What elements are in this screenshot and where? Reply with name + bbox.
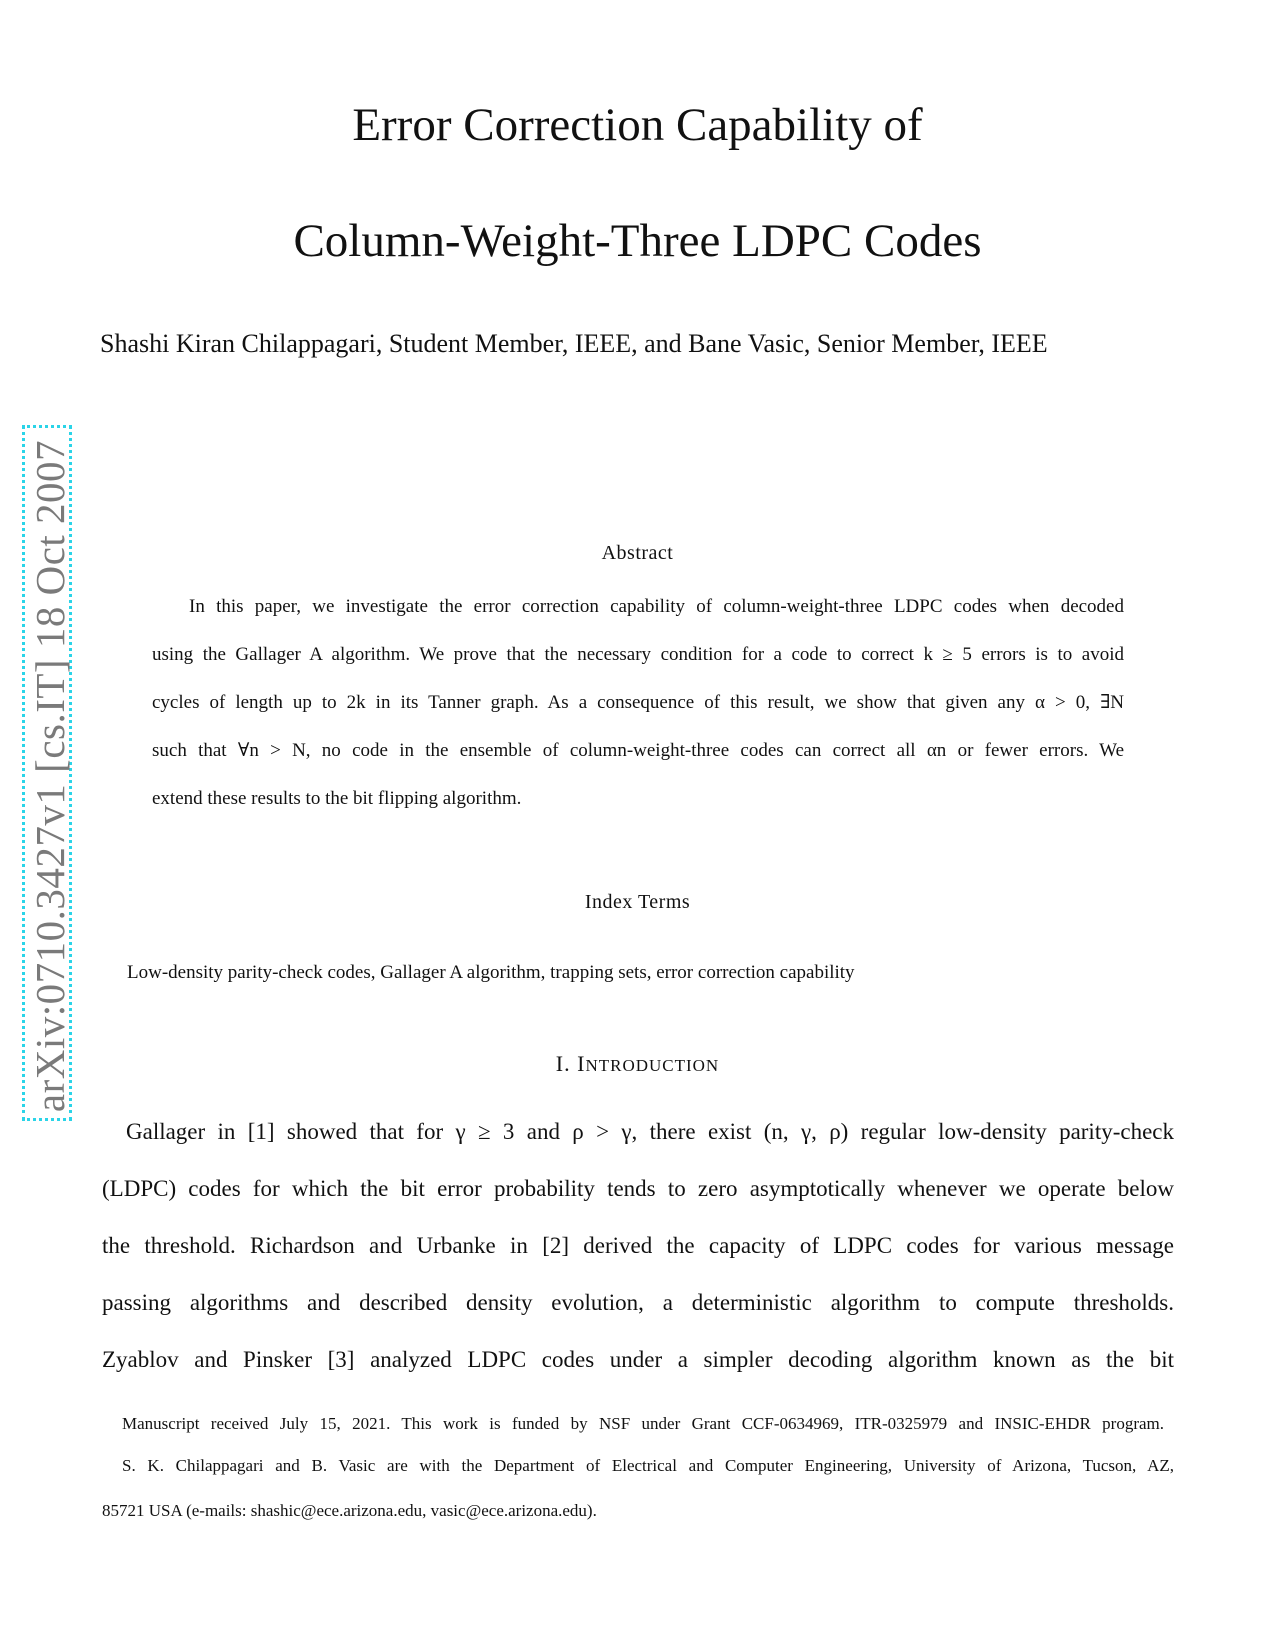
arxiv-identifier: arXiv:0710.3427v1 [cs.IT] 18 Oct 2007: [27, 439, 73, 1113]
abstract-line: extend these results to the bit flipping algorithm.: [152, 788, 522, 809]
arxiv-stamp-box: [22, 425, 72, 1121]
body-text-line: Gallager in [1] showed that for γ ≥ 3 and ρ > γ, there exist (n, γ, ρ) regular low-density parity-check: [126, 1119, 1174, 1144]
body-text-line: the threshold. Richardson and Urbanke in [2] derived the capacity of LDPC codes for various message: [102, 1233, 1174, 1258]
body-text-line: passing algorithms and described density evolution, a deterministic algorithm to compute thresholds.: [102, 1290, 1174, 1315]
section-heading-introduction: [0, 1051, 1275, 1079]
body-text-line: Zyablov and Pinsker [3] analyzed LDPC codes under a simpler decoding algorithm known as the bit: [102, 1347, 1174, 1372]
index-terms-text: Low-density parity-check codes, Gallager A algorithm, trapping sets, error correction capability: [127, 962, 855, 983]
abstract-line: such that ∀n > N, no code in the ensemble of column-weight-three codes can correct all αn or fewer errors. We: [152, 740, 1124, 761]
author-list: Shashi Kiran Chilappagari, Student Member, IEEE, and Bane Vasic, Senior Member, IEEE: [100, 329, 1048, 358]
footnote-affiliation: S. K. Chilappagari and B. Vasic are with the Department of Electrical and Computer Engineering, University of Arizona, Tucson, AZ,: [122, 1456, 1174, 1475]
paper-title-line-1: Error Correction Capability of: [352, 99, 923, 151]
abstract-heading: Abstract: [601, 542, 674, 564]
footnote-manuscript: Manuscript received July 15, 2021. This work is funded by NSF under Grant CCF-0634969, ITR-0325979 and INSIC-EHDR program.: [122, 1414, 1164, 1433]
section-title-rest: NTRODUCTION: [585, 1056, 720, 1075]
paper-title-line-2: Column-Weight-Three LDPC Codes: [293, 215, 982, 267]
body-text-line: (LDPC) codes for which the bit error probability tends to zero asymptotically whenever we operate below: [102, 1176, 1174, 1201]
index-terms-heading: Index Terms: [584, 891, 691, 913]
abstract-line: using the Gallager A algorithm. We prove that the necessary condition for a code to correct k ≥ 5 errors is to avoid: [152, 644, 1124, 665]
section-title-initial: I: [577, 1051, 586, 1076]
section-number: I.: [555, 1051, 571, 1076]
abstract-line: In this paper, we investigate the error correction capability of column-weight-three LDPC codes when decoded: [189, 596, 1124, 617]
abstract-line: cycles of length up to 2k in its Tanner graph. As a consequence of this result, we show that given any α > 0, ∃N: [152, 692, 1124, 713]
footnote-affiliation-cont: 85721 USA (e-mails: shashic@ece.arizona.edu, vasic@ece.arizona.edu).: [102, 1501, 597, 1520]
